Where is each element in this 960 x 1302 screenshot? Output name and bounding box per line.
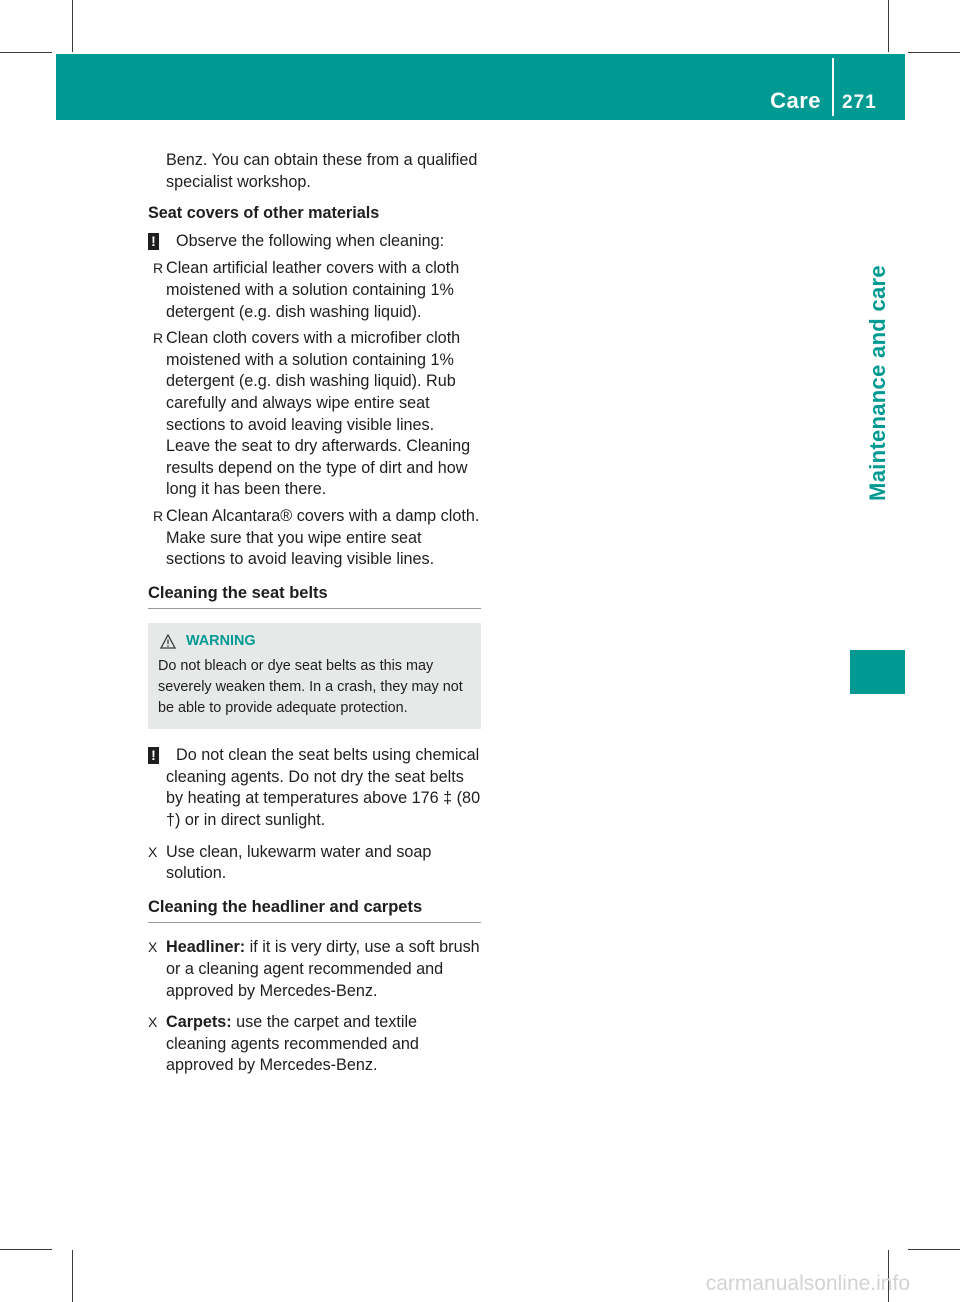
bullet-icon: R xyxy=(153,260,164,277)
step-text: if it is very dirty, use a soft brush or a cleaning agent recommended and approved by Mercedes-Benz. xyxy=(166,938,480,1000)
bullet-icon: R xyxy=(153,330,164,347)
instruction-step xyxy=(148,937,481,1002)
exclamation-icon: ! xyxy=(148,747,159,764)
exclamation-icon: ! xyxy=(148,233,159,250)
crop-mark xyxy=(72,0,73,52)
step-text: use the carpet and textile cleaning agents recommended and approved by Mercedes-Benz. xyxy=(166,1013,419,1075)
heading-seat-belts: Cleaning the seat belts xyxy=(148,583,481,610)
warning-label: WARNING xyxy=(186,633,256,650)
heading-headliner-carpets: Cleaning the headliner and carpets xyxy=(148,897,481,924)
main-column xyxy=(148,150,481,1087)
side-tab-label: Maintenance and care xyxy=(864,264,890,501)
crop-mark xyxy=(888,0,889,52)
section-title: Care xyxy=(770,88,821,113)
note-text: Do not clean the seat belts using chemical cleaning agents. Do not dry the seat belts by heating at temperatures above 176 ‡ (80 †) or in direct sunlight. xyxy=(166,746,481,830)
header-bar xyxy=(56,54,905,120)
list-item-text: Clean cloth covers with a microfiber cloth moistened with a solution containing 1% detergent (e.g. dish washing liquid). Rub carefully and always wipe entire seat sections to avoid leaving visible lines. Leave the seat to dry afterwards. Cleaning results depend on the type of dirt and how long it has been there. xyxy=(166,329,471,499)
crop-mark xyxy=(908,1249,960,1250)
warning-text: Do not bleach or dye seat belts as this may severely weaken them. In a crash, they may not be able to provide adequate protection. xyxy=(158,658,463,717)
step-text: Use clean, lukewarm water and soap solution. xyxy=(166,842,432,883)
note xyxy=(148,745,481,831)
step-arrow-icon: X xyxy=(148,939,158,956)
instruction-step xyxy=(148,842,481,885)
list-item xyxy=(148,328,481,501)
crop-mark xyxy=(0,1249,52,1250)
intro-paragraph: Benz. You can obtain these from a qualified specialist workshop. xyxy=(166,151,478,191)
bullet-icon: R xyxy=(153,507,164,524)
crop-mark xyxy=(72,1250,73,1302)
crop-mark xyxy=(908,52,960,53)
warning-triangle-icon xyxy=(160,634,176,649)
note xyxy=(148,231,481,253)
side-tab-marker xyxy=(850,650,905,694)
warning-title xyxy=(158,631,471,652)
warning-box xyxy=(148,623,481,729)
list-item-text: Clean Alcantara® covers with a damp cloth. Make sure that you wipe entire seat sections to avoid leaving visible lines. xyxy=(166,506,480,569)
watermark: carmanualsonline.info xyxy=(705,1272,910,1295)
step-arrow-icon: X xyxy=(148,843,158,860)
header-divider xyxy=(832,58,834,116)
instruction-step xyxy=(148,1012,481,1077)
step-label: Headliner: xyxy=(166,938,246,957)
list-item-text: Clean artificial leather covers with a cloth moistened with a solution containing 1% detergent (e.g. dish washing liquid). xyxy=(166,259,460,321)
list-item xyxy=(148,258,481,323)
seat-covers-list xyxy=(148,258,481,570)
subheading-seat-covers: Seat covers of other materials xyxy=(148,204,380,223)
step-label: Carpets: xyxy=(166,1013,232,1032)
list-item xyxy=(148,506,481,571)
crop-mark xyxy=(0,52,52,53)
side-tab xyxy=(850,120,905,645)
note-text: Observe the following when cleaning: xyxy=(176,231,445,250)
page-number: 271 xyxy=(842,92,877,113)
step-arrow-icon: X xyxy=(148,1014,158,1031)
